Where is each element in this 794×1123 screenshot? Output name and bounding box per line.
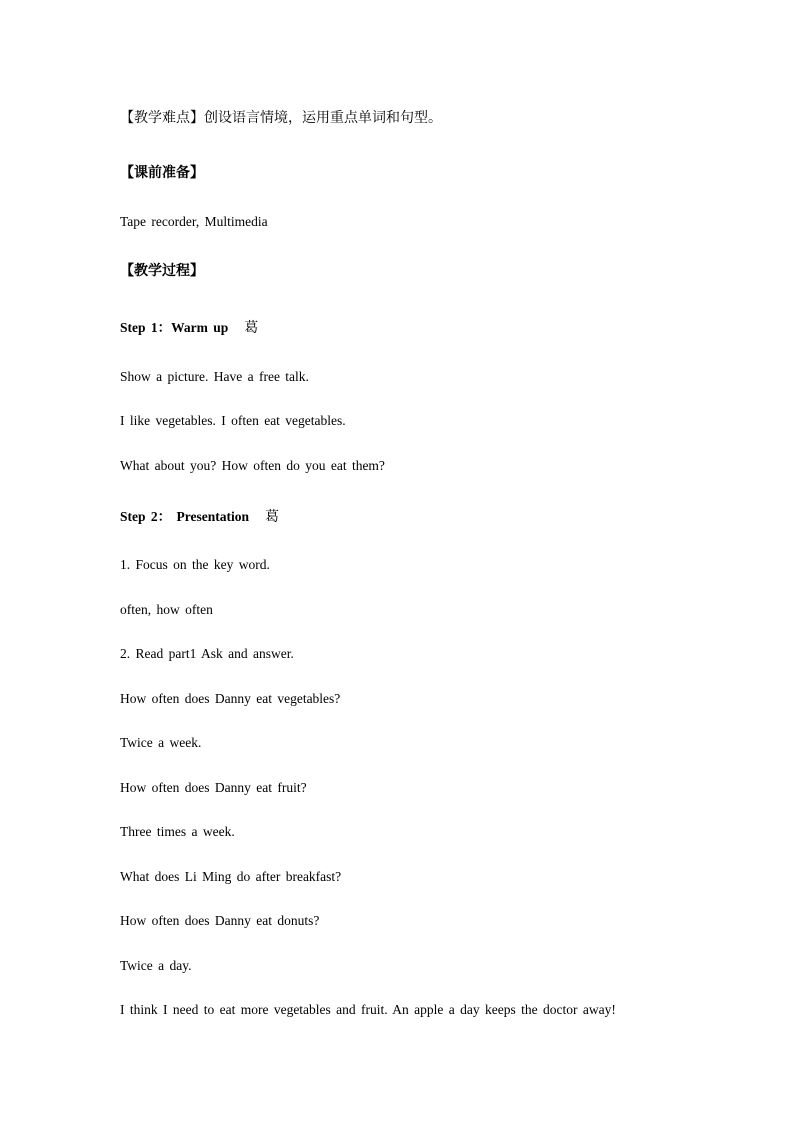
step2-line-5: Twice a week. [120, 735, 202, 750]
step2-line-11: I think I need to eat more vegetables and fruit. An apple a day keeps the doctor away! [120, 1002, 616, 1017]
step2-line-10: Twice a day. [120, 958, 192, 973]
teaching-difficulty: 【教学难点】创设语言情境，运用重点单词和句型。 [120, 110, 442, 126]
step2-mark: 葛 [265, 509, 279, 525]
preparation-heading: 【课前准备】 [120, 165, 204, 181]
step2-line-4: How often does Danny eat vegetables? [120, 691, 341, 706]
step1-title: Step 1：Warm up [120, 320, 229, 335]
preparation-text: Tape recorder, Multimedia [120, 214, 268, 229]
step2-title: Step 2： Presentation [120, 509, 249, 524]
step2-line-9: How often does Danny eat donuts? [120, 913, 320, 928]
step1-line-1: Show a picture. Have a free talk. [120, 369, 309, 384]
step1-heading [120, 318, 258, 338]
step2-line-1: 1. Focus on the key word. [120, 557, 270, 572]
step2-line-3: 2. Read part1 Ask and answer. [120, 646, 294, 661]
step1-mark: 葛 [244, 320, 259, 336]
step1-line-2: I like vegetables. I often eat vegetables. [120, 413, 346, 428]
process-heading: 【教学过程】 [120, 263, 204, 279]
step2-line-7: Three times a week. [120, 824, 235, 839]
step2-line-8: What does Li Ming do after breakfast? [120, 869, 342, 884]
step2-line-2: often, how often [120, 602, 213, 617]
step2-heading [120, 507, 279, 527]
step2-line-6: How often does Danny eat fruit? [120, 780, 307, 795]
step1-line-3: What about you? How often do you eat them? [120, 458, 385, 473]
